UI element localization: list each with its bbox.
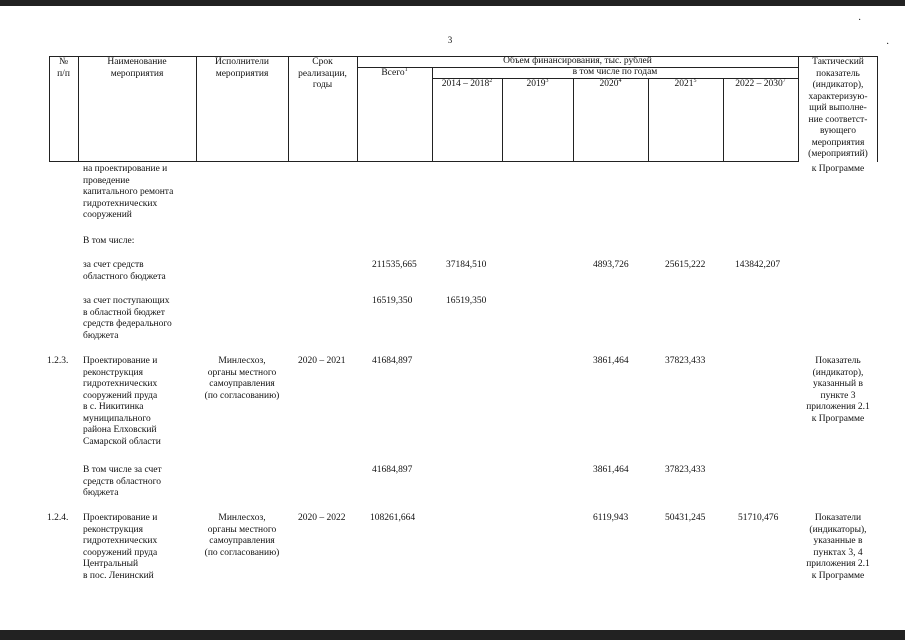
- row-1-2-3-executors: Минлесхоз, органы местного самоуправления (по согласованию): [204, 356, 280, 401]
- row-regional-2014-2018: 37184,510: [446, 260, 487, 270]
- row-continuation-name: на проектирование и проведение капитального ремонта гидротехнических сооружений: [83, 164, 174, 220]
- row-1-2-3-indicator: Показатель (индикатор), указанный в пункте 3 приложения 2.1 к Программе: [806, 356, 870, 424]
- row-1-2-4-executors: Минлесхоз, органы местного самоуправления (по согласованию): [204, 513, 280, 558]
- row-federal-name: за счет поступающих в областной бюджет средств федерального бюджета: [83, 296, 172, 341]
- row-federal-total: 16519,350: [372, 296, 413, 306]
- row-1-2-3-total: 41684,897: [372, 356, 413, 366]
- scan-speck: ·: [858, 15, 862, 26]
- row-regional-2020: 4893,726: [593, 260, 629, 270]
- header-executors: Исполнители мероприятия: [215, 57, 269, 79]
- header-year-2014-2018: [432, 79, 502, 91]
- row-federal-2014-2018: 16519,350: [446, 296, 487, 306]
- header-total-note: 1: [404, 66, 408, 73]
- row-1-2-4-indicator: Показатели (индикаторы), указанные в пунктах 3, 4 приложения 2.1 к Программе: [806, 513, 870, 581]
- row-1-2-3-2021: 37823,433: [665, 356, 706, 366]
- header-year-label: 2014 – 2018: [441, 79, 490, 89]
- row-1-2-3-2020: 3861,464: [593, 356, 629, 366]
- col-rule: [502, 78, 503, 162]
- header-year-label: 2022 – 2030: [735, 79, 783, 89]
- header-total-label: Всего: [381, 68, 405, 78]
- row-1-2-3-num: 1.2.3.: [47, 356, 69, 366]
- table-header: [49, 56, 878, 162]
- header-year-2021: [648, 79, 723, 91]
- header-bottom-rule: [49, 161, 798, 162]
- page-number: 3: [447, 35, 453, 45]
- scan-bottom-edge: [0, 630, 905, 640]
- col-rule: [573, 78, 574, 162]
- row-1-2-4-num: 1.2.4.: [47, 513, 69, 523]
- header-year-note: 7: [782, 77, 786, 84]
- row-regional-total: 211535,665: [372, 260, 417, 270]
- row-1-2-3-sub-2020: 3861,464: [593, 465, 629, 475]
- header-year-2022-2030: [723, 79, 798, 91]
- header-name: Наименование мероприятия: [107, 57, 167, 79]
- scan-speck: ·: [886, 39, 890, 50]
- header-year-label: 2020: [599, 79, 619, 89]
- row-1-2-4-2021: 50431,245: [665, 513, 706, 523]
- row-1-2-4-2020: 6119,943: [593, 513, 629, 523]
- header-year-label: 2021: [674, 79, 694, 89]
- row-regional-2022-2030: 143842,207: [735, 260, 781, 270]
- row-regional-name: за счет средств областного бюджета: [83, 260, 166, 282]
- row-1-2-3-sub-total: 41684,897: [372, 465, 413, 475]
- header-indicator: Тактический показатель (индикатор), характеризую- щий выполне- ние соответст- вующего мероприятия (мероприятий): [808, 57, 868, 159]
- col-rule: [648, 78, 649, 162]
- header-funding-title: Объем финансирования, тыс. рублей: [503, 56, 652, 66]
- header-year-2020: [573, 79, 648, 91]
- header-year-note: 3: [545, 77, 549, 84]
- row-1-2-4-period: 2020 – 2022: [298, 513, 346, 523]
- header-by-years: в том числе по годам: [572, 67, 658, 77]
- header-year-2019: [502, 79, 573, 91]
- row-continuation-indicator: к Программе: [811, 164, 865, 174]
- row-1-2-3-sub-2021: 37823,433: [665, 465, 706, 475]
- header-year-note: 2: [489, 77, 493, 84]
- header-year-label: 2019: [526, 79, 546, 89]
- header-total: [357, 68, 432, 80]
- row-1-2-4-name: Проектирование и реконструкция гидротехнических сооружений пруда Центральный в пос. Ленинский: [83, 513, 158, 581]
- row-1-2-3-name: Проектирование и реконструкция гидротехнических сооружений пруда в с. Никитинка муниципального района Елховский Самарской области: [83, 356, 161, 447]
- header-year-note: 4: [618, 77, 622, 84]
- row-1-2-3-period: 2020 – 2021: [298, 356, 346, 366]
- row-1-2-3-sub-name: В том числе за счет средств областного бюджета: [83, 465, 162, 498]
- row-1-2-4-total: 108261,664: [370, 513, 416, 523]
- header-period: Срок реализации, годы: [298, 57, 347, 90]
- scan-top-edge: [0, 0, 905, 6]
- row-regional-2021: 25615,222: [665, 260, 706, 270]
- header-num: № п/п: [57, 57, 70, 79]
- row-including-label: В том числе:: [83, 236, 135, 246]
- header-year-note: 5: [693, 77, 697, 84]
- col-rule: [723, 78, 724, 162]
- row-1-2-4-2022-2030: 51710,476: [738, 513, 779, 523]
